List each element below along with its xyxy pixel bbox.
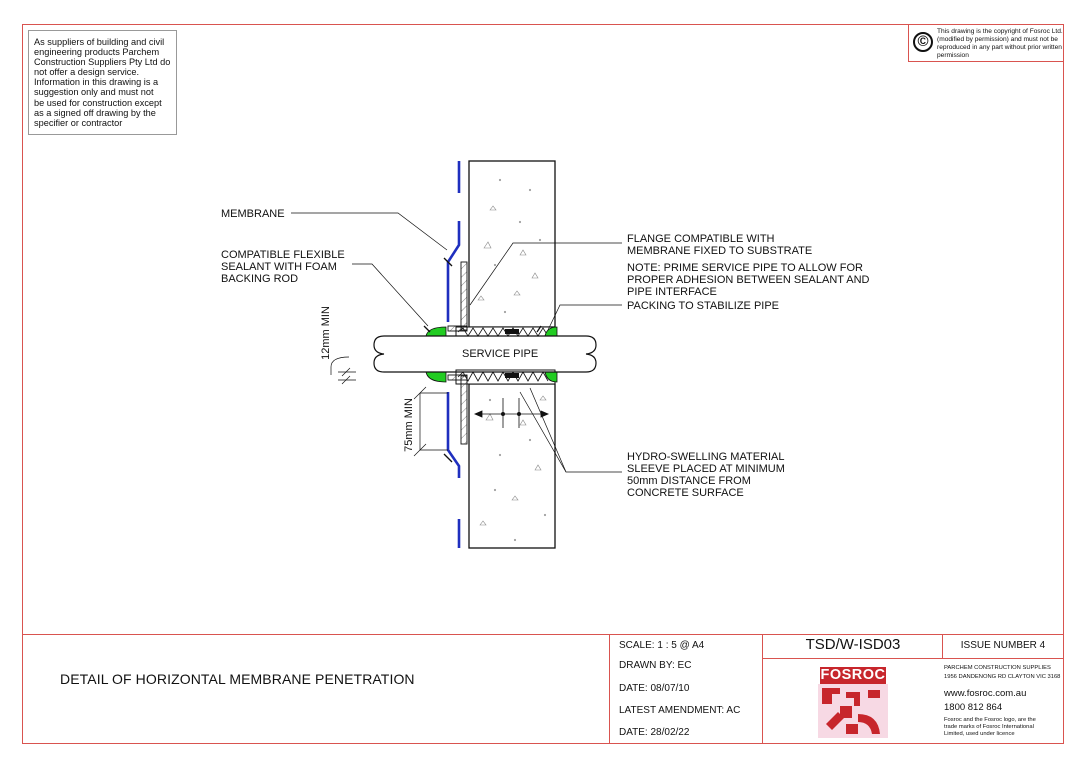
disclaimer-line: engineering products Parchem <box>34 47 160 58</box>
trademark-notice: Fosroc and the Fosroc logo, are the trade marks of Fosroc International Limited, used under licence <box>944 717 1036 737</box>
membrane <box>448 161 459 548</box>
disclaimer-line: Information in this drawing is a <box>34 77 159 88</box>
disclaimer-line: As suppliers of building and civil <box>34 37 165 47</box>
disclaimer-line: not offer a design service. <box>34 67 140 78</box>
date2-text: DATE: 28/02/22 <box>619 727 690 738</box>
phone-number: 1800 812 864 <box>944 702 1003 713</box>
disclaimer-line: specifier or contractor <box>34 117 123 128</box>
label-hydro-swelling: HYDRO-SWELLING MATERIAL SLEEVE PLACED AT MINIMUM 50mm DISTANCE FROM CONCRETE SURFACE <box>627 451 785 499</box>
disclaimer-line: be used for construction except <box>34 97 162 108</box>
hydro-swelling-strip <box>505 373 519 378</box>
drawing-title: DETAIL OF HORIZONTAL MEMBRANE PENETRATION <box>60 671 415 687</box>
drawn-by-text: DRAWN BY: EC <box>619 660 692 671</box>
fosroc-logo-text: FOSROC <box>820 667 886 683</box>
title-block-divider <box>609 634 610 744</box>
dimension-12mm <box>331 357 356 384</box>
hydro-swelling-strip <box>505 329 519 334</box>
label-sealant: COMPATIBLE FLEXIBLE SEALANT WITH FOAM BACKING ROD <box>221 249 345 285</box>
dimension-75mm <box>414 387 448 456</box>
website-link[interactable]: www.fosroc.com.au <box>944 688 1027 699</box>
label-packing: PACKING TO STABILIZE PIPE <box>627 300 780 312</box>
label-dim-75mm: 75mm MIN <box>403 398 415 452</box>
label-dim-12mm: 12mm MIN <box>320 306 332 360</box>
label-service-pipe: SERVICE PIPE <box>462 348 539 360</box>
issue-number: ISSUE NUMBER 4 <box>960 640 1046 651</box>
company-name: PARCHEM CONSTRUCTION SUPPLIES <box>944 665 1051 671</box>
latest-amendment-text: LATEST AMENDMENT: AC <box>619 705 741 716</box>
date-text: DATE: 08/07/10 <box>619 683 690 694</box>
copyright-icon: © <box>913 32 933 52</box>
fosroc-logo-icon <box>818 684 888 738</box>
scale-text: SCALE: 1 : 5 @ A4 <box>619 640 705 651</box>
title-block-divider <box>942 634 943 658</box>
drawing-number: TSD/W-ISD03 <box>805 636 901 653</box>
label-note: NOTE: PRIME SERVICE PIPE TO ALLOW FOR PROPER ADHESION BETWEEN SEALANT AND PIPE INTERFACE <box>627 262 870 298</box>
title-block-divider <box>762 634 763 744</box>
disclaimer-line: Construction Suppliers Pty Ltd do <box>34 57 171 68</box>
copyright-text: This drawing is the copyright of Fosroc Ltd. (modified by permission) and must not be reproduced in any part without prior written permission <box>937 28 1063 59</box>
company-address: 1956 DANDENONG RD CLAYTON VIC 3168 <box>944 674 1061 680</box>
title-block-divider <box>762 658 1064 659</box>
disclaimer-line: suggestion only and must not <box>34 87 154 98</box>
disclaimer-line: as a signed off drawing by the <box>34 107 156 118</box>
label-membrane: MEMBRANE <box>221 208 285 220</box>
label-flange: FLANGE COMPATIBLE WITH MEMBRANE FIXED TO SUBSTRATE <box>627 233 813 257</box>
